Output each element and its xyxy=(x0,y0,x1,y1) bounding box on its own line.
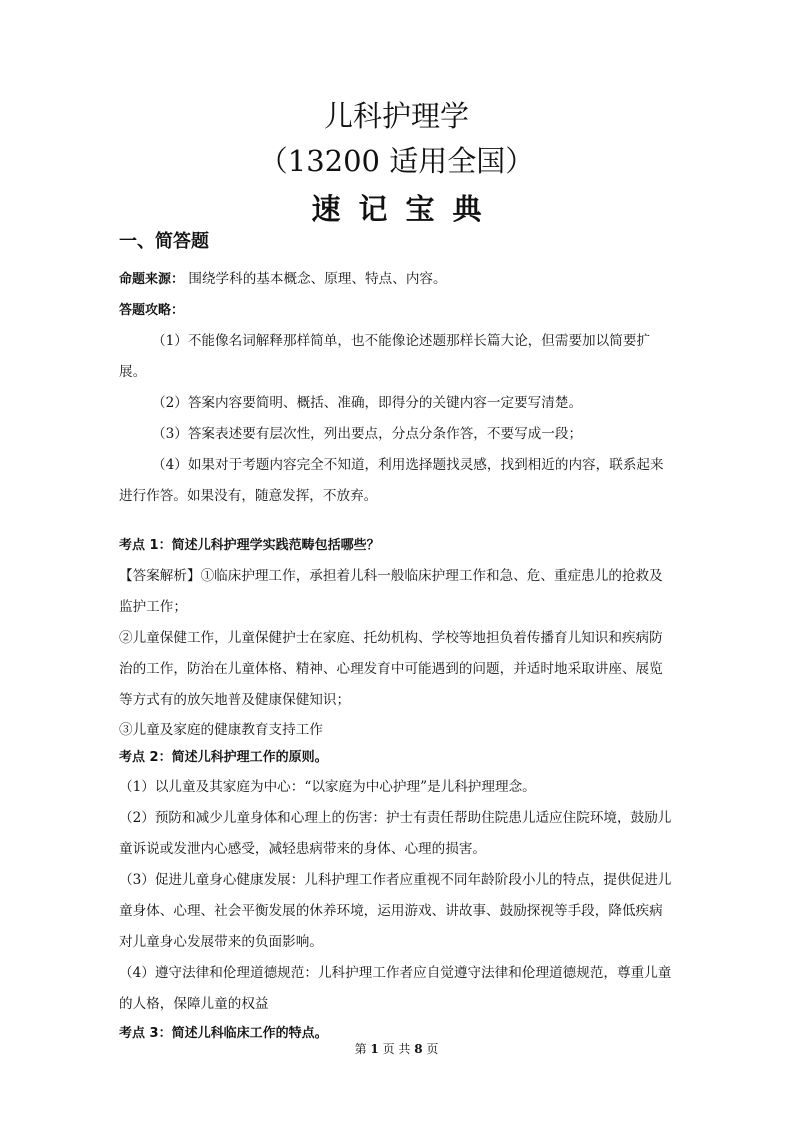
document-heading: 速记宝典 xyxy=(311,192,500,226)
point-1-item-1 xyxy=(119,561,675,623)
footer-suffix: 页 xyxy=(422,1042,439,1056)
source-paragraph xyxy=(119,264,675,295)
strategy-label: 答题攻略： xyxy=(119,303,185,318)
source-label: 命题来源： xyxy=(119,272,185,287)
point-3-title: 考点 3：简述儿科临床工作的特点。 xyxy=(119,1026,328,1041)
footer-middle: 页 共 xyxy=(378,1042,415,1056)
strategy-item-1: （1）不能像名词解释那样简单，也不能像论述题那样长篇大论，但需要加以简要扩展。 xyxy=(119,333,651,380)
strategy-item-2: （2）答案内容要简明、概括、准确，即得分的关键内容一定要写清楚。 xyxy=(152,395,583,411)
page-footer xyxy=(0,1040,793,1058)
point-2-item-1: （1）以儿童及其家庭为中心：“以家庭为中心护理”是儿科护理理念。 xyxy=(119,779,536,795)
strategy-item-3: （3）答案表述要有层次性，列出要点，分点分条作答，不要写成一段； xyxy=(152,426,583,442)
point-2-item-2: （2）预防和减少儿童身体和心理上的伤害：护士有责任帮助住院患儿适应住院环境，鼓励儿童诉说或发泄内心感受，减轻患病带来的身体、心理的损害。 xyxy=(119,810,672,857)
point-2-item-4: （4）遵守法律和伦理道德规范：儿科护理工作者应自觉遵守法律和伦理道德规范，尊重儿童的人格，保障儿童的权益 xyxy=(119,965,672,1012)
point-1-item-2: ②儿童保健工作，儿童保健护士在家庭、托幼机构、学校等地担负着传播育儿知识和疾病防治的工作，防治在儿童体格、精神、心理发育中可能遇到的问题，并适时地采取讲座、展览等方式有的放矢地普及健康保健知识； xyxy=(119,630,663,708)
document-body xyxy=(119,228,675,1048)
source-text: 围绕学科的基本概念、原理、特点、内容。 xyxy=(184,271,447,287)
point-1-item-3: ③儿童及家庭的健康教育支持工作 xyxy=(119,722,323,738)
point-1-item-1-text: ①临床护理工作，承担着儿科一般临床护理工作和急、危、重症患儿的抢救及监护工作； xyxy=(119,568,663,615)
answer-label: 【答案解析】 xyxy=(119,568,201,584)
footer-page-number: 1 xyxy=(370,1042,379,1056)
section-heading: 一、简答题 xyxy=(119,231,209,252)
point-1-title: 考点 1：简述儿科护理学实践范畴包括哪些？ xyxy=(119,538,380,553)
strategy-item-4: （4）如果对于考题内容完全不知道，利用选择题找灵感，找到相近的内容，联系起来进行作答。如果没有，随意发挥，不放弃。 xyxy=(119,457,664,504)
footer-total-pages: 8 xyxy=(414,1042,423,1056)
document-title: 儿科护理学 xyxy=(323,99,469,133)
document-subtitle: （13200 适用全国） xyxy=(258,144,535,178)
footer-prefix: 第 xyxy=(354,1042,371,1056)
point-2-item-3: （3）促进儿童身心健康发展：儿科护理工作者应重视不同年龄阶段小儿的特点，提供促进儿童身体、心理、社会平衡发展的休养环境，运用游戏、讲故事、鼓励探视等手段，降低疾病对儿童身心发展带来的负面影响。 xyxy=(119,872,672,950)
title-block xyxy=(0,96,793,229)
point-2-title: 考点 2：简述儿科护理工作的原则。 xyxy=(119,750,328,765)
